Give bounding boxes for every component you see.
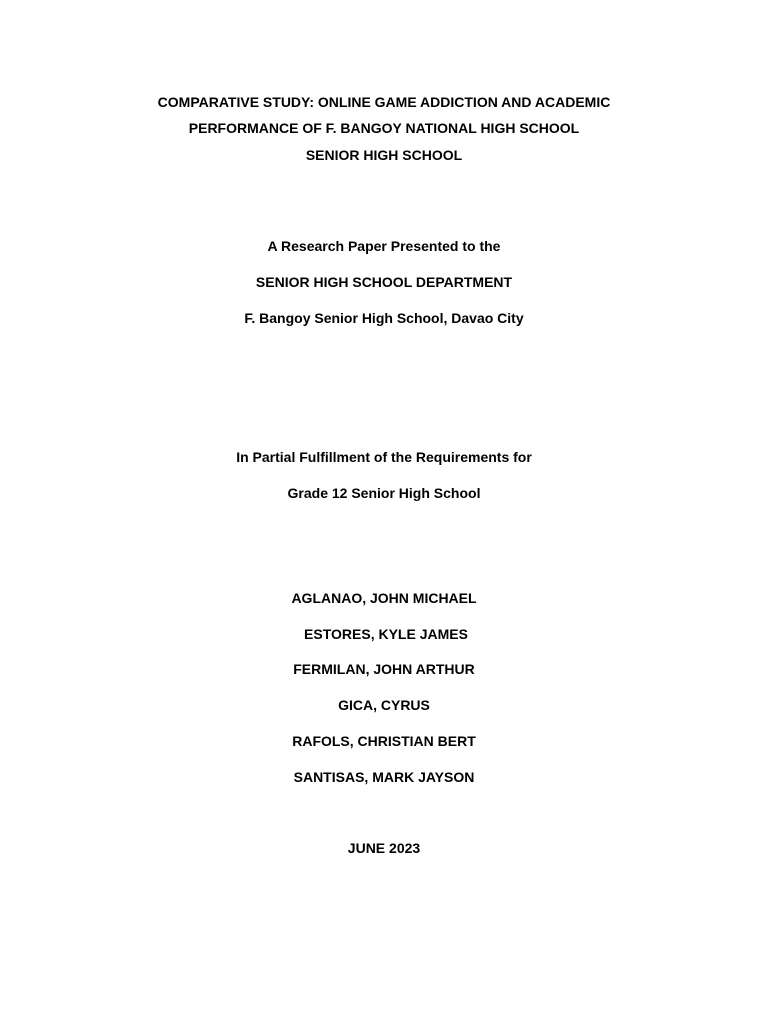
presentation-line-1: A Research Paper Presented to the — [267, 238, 501, 254]
school-location: F. Bangoy Senior High School, Davao City — [244, 310, 524, 326]
department-name: SENIOR HIGH SCHOOL DEPARTMENT — [255, 274, 513, 290]
author-name: AGLANAO, JOHN MICHAEL — [291, 590, 477, 606]
submission-date: JUNE 2023 — [347, 840, 421, 856]
fulfillment-line-1: In Partial Fulfillment of the Requirements for — [236, 449, 532, 465]
author-name: RAFOLS, CHRISTIAN BERT — [292, 733, 476, 749]
title-line-1: COMPARATIVE STUDY: ONLINE GAME ADDICTION AND ACADEMIC — [157, 94, 611, 110]
author-name: FERMILAN, JOHN ARTHUR — [293, 661, 475, 677]
author-name: GICA, CYRUS — [338, 697, 430, 713]
title-line-3: SENIOR HIGH SCHOOL — [305, 147, 463, 163]
fulfillment-line-2: Grade 12 Senior High School — [287, 485, 481, 501]
author-name: ESTORES, KYLE JAMES — [304, 626, 468, 642]
author-name: SANTISAS, MARK JAYSON — [293, 769, 475, 785]
title-line-2: PERFORMANCE OF F. BANGOY NATIONAL HIGH SCHOOL — [188, 120, 580, 136]
